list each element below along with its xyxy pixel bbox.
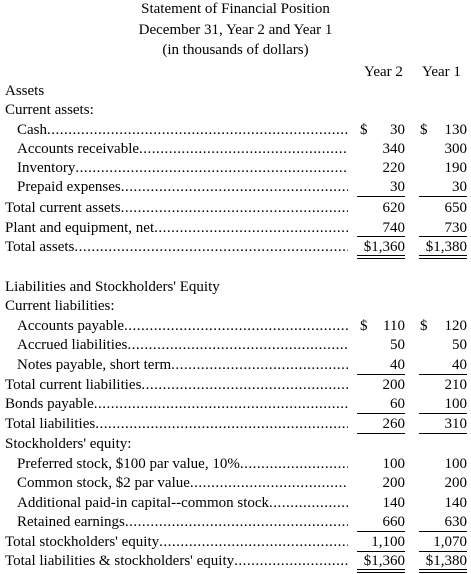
table-row-prepaid-expenses — [0, 177, 471, 197]
row-label: Stockholders' equity: — [5, 436, 132, 452]
currency-symbol: $ — [360, 318, 368, 334]
table-row-total-liabilities — [0, 414, 471, 434]
currency-symbol: $ — [420, 122, 428, 138]
total-double-rule — [419, 255, 467, 259]
value-year-2: 340 — [382, 141, 405, 157]
value-year-2: 50 — [390, 337, 405, 353]
currency-symbol: $ — [420, 318, 428, 334]
value-year-1: 210 — [444, 377, 467, 393]
row-label: Accounts payable — [17, 318, 125, 334]
row-label: Assets — [5, 83, 45, 99]
value-year-1: 140 — [444, 495, 467, 511]
value-year-1: 120 — [444, 318, 467, 334]
table-row-accrued-liabilities — [0, 335, 471, 355]
value-year-1: 100 — [444, 456, 467, 472]
statement-units: (in thousands of dollars) — [162, 42, 309, 58]
row-label: Total liabilities & stockholders' equity — [5, 553, 235, 569]
table-row-bonds-payable — [0, 394, 471, 414]
column-header-year-1: Year 1 — [422, 64, 461, 80]
value-year-1: 200 — [444, 475, 467, 491]
row-label: Current liabilities: — [5, 298, 115, 314]
value-year-1: $1,380 — [425, 553, 467, 569]
table-row-total-current-liabilities — [0, 375, 471, 395]
section-heading-liabilities-equity — [0, 277, 471, 297]
value-year-2: $1,360 — [363, 553, 405, 569]
row-label: Total current assets — [5, 200, 121, 216]
row-label: Liabilities and Stockholders' Equity — [5, 279, 220, 295]
row-label: Total assets — [5, 239, 75, 255]
table-row-preferred-stock — [0, 454, 471, 474]
table-row-plant-and-equipment — [0, 218, 471, 238]
value-year-1: 190 — [444, 160, 467, 176]
table-row-total-stockholders-equity — [0, 532, 471, 552]
value-year-2: 220 — [382, 160, 405, 176]
row-label: Additional paid-in capital--common stock — [17, 495, 270, 511]
value-year-2: 140 — [382, 495, 405, 511]
row-label: Cash — [17, 122, 47, 138]
total-double-rule — [357, 569, 405, 573]
currency-symbol: $ — [360, 122, 368, 138]
value-year-1: 310 — [444, 416, 467, 432]
value-year-1: 100 — [444, 396, 467, 412]
table-row-accounts-receivable — [0, 139, 471, 159]
table-row-total-assets — [0, 237, 471, 257]
row-label: Current assets: — [5, 102, 94, 118]
value-year-2: $1,360 — [363, 239, 405, 255]
value-year-2: 60 — [390, 396, 405, 412]
row-label: Common stock, $2 par value — [17, 475, 190, 491]
row-label: Accrued liabilities — [17, 337, 128, 353]
table-row-inventory — [0, 158, 471, 178]
table-row-additional-paid-in-capital — [0, 493, 471, 513]
table-row-accounts-payable — [0, 316, 471, 336]
value-year-2: 660 — [382, 514, 405, 530]
row-label: Total current liabilities — [5, 377, 142, 393]
value-year-1: 50 — [452, 337, 467, 353]
value-year-2: 40 — [390, 357, 405, 373]
table-row-total-current-assets — [0, 198, 471, 218]
value-year-2: 200 — [382, 377, 405, 393]
table-row-common-stock — [0, 473, 471, 493]
value-year-2: 620 — [382, 200, 405, 216]
subheading-stockholders-equity — [0, 434, 471, 454]
value-year-2: 110 — [383, 318, 405, 334]
value-year-2: 260 — [382, 416, 405, 432]
row-label: Bonds payable — [5, 396, 94, 412]
subheading-current-assets — [0, 100, 471, 120]
value-year-1: 130 — [444, 122, 467, 138]
value-year-2: 30 — [390, 179, 405, 195]
row-label: Inventory — [17, 160, 76, 176]
table-row-notes-payable — [0, 355, 471, 375]
value-year-2: 1,100 — [371, 534, 405, 550]
value-year-1: 650 — [444, 200, 467, 216]
table-row-total-liabilities-equity — [0, 551, 471, 571]
statement-date: December 31, Year 2 and Year 1 — [138, 22, 333, 38]
subheading-current-liabilities — [0, 296, 471, 316]
row-label: Preferred stock, $100 par value, 10% — [17, 456, 240, 472]
total-double-rule — [357, 255, 405, 259]
total-double-rule — [419, 569, 467, 573]
value-year-1: $1,380 — [425, 239, 467, 255]
value-year-2: 30 — [390, 122, 405, 138]
section-heading-assets — [0, 81, 471, 101]
value-year-2: 100 — [382, 456, 405, 472]
value-year-2: 200 — [382, 475, 405, 491]
value-year-1: 30 — [452, 179, 467, 195]
row-label: Accounts receivable — [17, 141, 140, 157]
value-year-1: 1,070 — [433, 534, 467, 550]
statement-title: Statement of Financial Position — [141, 1, 330, 17]
table-row-retained-earnings — [0, 512, 471, 532]
value-year-1: 730 — [444, 220, 467, 236]
row-label: Notes payable, short term — [17, 357, 172, 373]
row-label: Plant and equipment, net — [5, 220, 155, 236]
row-label: Retained earnings — [17, 514, 125, 530]
row-label: Total stockholders' equity — [5, 534, 160, 550]
subtotal-rule — [357, 196, 405, 197]
column-header-year-2: Year 2 — [364, 64, 403, 80]
value-year-2: 740 — [382, 220, 405, 236]
value-year-1: 630 — [444, 514, 467, 530]
row-label: Prepaid expenses — [17, 179, 121, 195]
value-year-1: 300 — [444, 141, 467, 157]
subtotal-rule — [419, 196, 467, 197]
value-year-1: 40 — [452, 357, 467, 373]
table-row-cash — [0, 120, 471, 140]
row-label: Total liabilities — [5, 416, 96, 432]
